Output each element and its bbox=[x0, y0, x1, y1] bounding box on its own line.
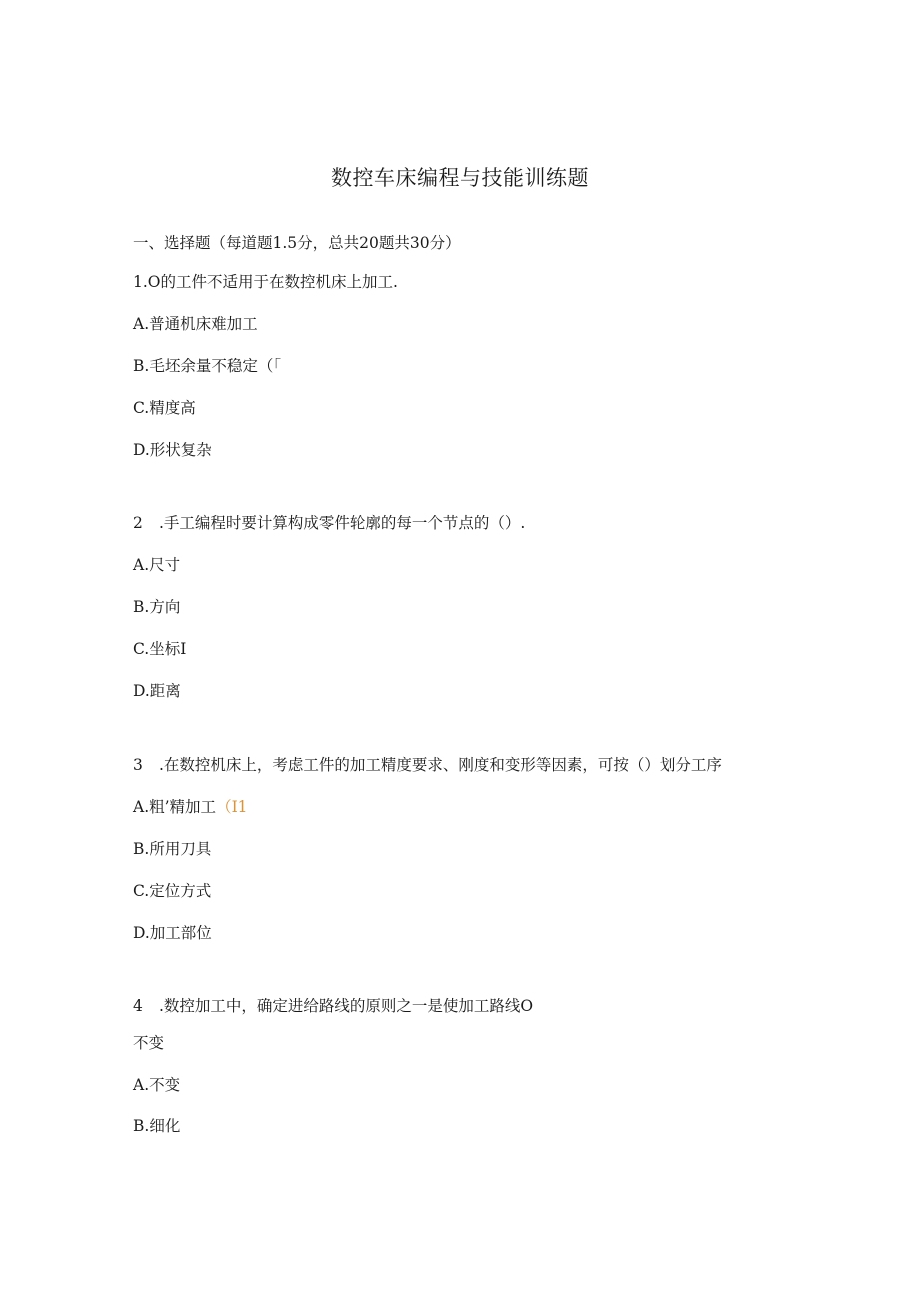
question-number: 4 bbox=[133, 997, 143, 1015]
question-4-option-b: B.细化 bbox=[133, 1117, 181, 1135]
question-3-option-d: D.加工部位 bbox=[133, 924, 212, 942]
document-title: 数控车床编程与技能训练题 bbox=[331, 166, 589, 190]
question-1-option-c: C.精度高 bbox=[133, 399, 196, 417]
question-stem: .数控加工中，确定进给路线的原则之一是使加工路线O bbox=[159, 997, 534, 1015]
question-3 bbox=[133, 754, 722, 776]
question-stem: O的工件不适用于在数控机床上加工. bbox=[147, 273, 398, 291]
stray-mark: （「 bbox=[257, 357, 282, 375]
question-4-continuation: 不变 bbox=[133, 1034, 165, 1052]
question-1-option-a: A.普通机床难加工 bbox=[133, 315, 258, 333]
question-number: 1. bbox=[133, 273, 148, 291]
option-text: A.粗’精加工 bbox=[133, 798, 217, 816]
question-4-option-a: A.不变 bbox=[133, 1076, 181, 1094]
question-2-option-a: A.尺寸 bbox=[133, 556, 181, 574]
handwritten-annotation: （I1 bbox=[216, 798, 248, 816]
question-number: 2 bbox=[133, 514, 143, 532]
question-4 bbox=[133, 995, 533, 1017]
question-number: 3 bbox=[133, 756, 143, 774]
question-3-option-b: B.所用刀具 bbox=[133, 840, 212, 858]
question-2-option-d: D.距离 bbox=[133, 682, 181, 700]
question-2-option-b: B.方向 bbox=[133, 598, 181, 616]
section-heading: 一、选择题（每道题1.5分，总共20题共30分） bbox=[133, 234, 461, 252]
question-3-option-a bbox=[133, 796, 248, 818]
question-2-option-c: C.坐标I bbox=[133, 640, 187, 658]
question-stem: .在数控机床上，考虑工件的加工精度要求、刚度和变形等因素，可按（）划分工序 bbox=[159, 756, 722, 774]
question-1-option-d: D.形状复杂 bbox=[133, 441, 212, 459]
option-text: B.毛坯余量不稳定 bbox=[133, 357, 258, 375]
question-1 bbox=[133, 271, 398, 293]
question-3-option-c: C.定位方式 bbox=[133, 882, 212, 900]
question-stem: .手工编程时要计算构成零件轮廓的每一个节点的（）. bbox=[159, 514, 526, 532]
question-1-option-b bbox=[133, 355, 281, 377]
question-2 bbox=[133, 512, 525, 534]
